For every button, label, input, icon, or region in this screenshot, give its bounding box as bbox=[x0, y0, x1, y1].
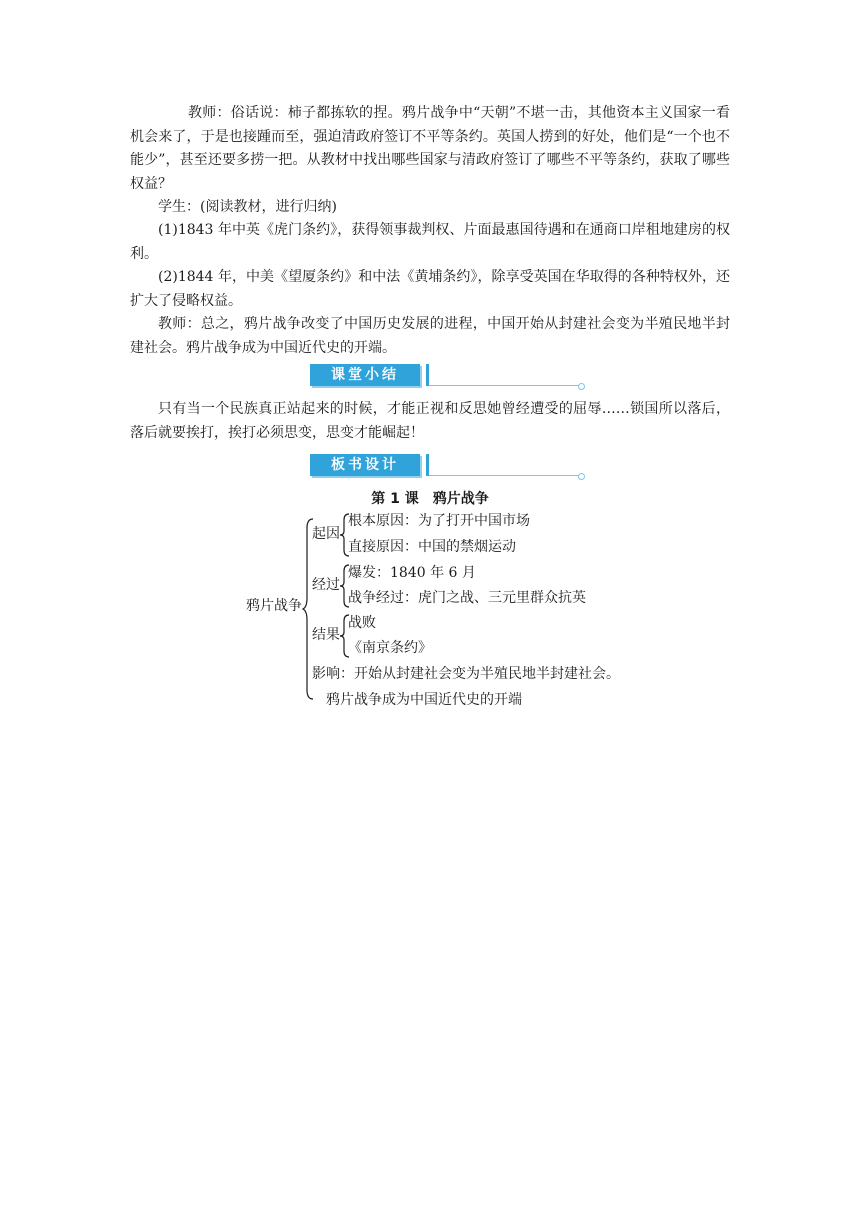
section-banner-board bbox=[310, 454, 580, 478]
diagram-impact-line-2: 鸦片战争成为中国近代史的开端 bbox=[326, 692, 522, 708]
paragraph-point-1: (1)1843 年中英《虎门条约》，获得领事裁判权、片面最惠国待遇和在通商口岸租地建房的权利。 bbox=[130, 222, 730, 262]
diagram-result-item-1: 战败 bbox=[348, 615, 376, 631]
banner-dot-icon bbox=[578, 383, 585, 390]
diagram-cause-item-2: 直接原因：中国的禁烟运动 bbox=[348, 539, 516, 555]
diagram-root: 鸦片战争 bbox=[246, 598, 302, 614]
diagram-result-item-2: 《南京条约》 bbox=[348, 640, 432, 656]
banner-underline bbox=[429, 475, 580, 476]
section-heading-summary: 课堂小结 bbox=[310, 364, 420, 386]
section-banner-summary bbox=[310, 364, 580, 388]
diagram-result-label: 结果 bbox=[312, 627, 340, 643]
paragraph-class-summary: 只有当一个民族真正站起来的时候，才能正视和反思她曾经遭受的屈辱……锁国所以落后，落后就要挨打，挨打必须思变，思变才能崛起！ bbox=[130, 401, 730, 441]
paragraph-point-2: (2)1844 年，中美《望厦条约》和中法《黄埔条约》，除享受英国在华取得的各种特权外，还扩大了侵略权益。 bbox=[130, 269, 730, 309]
banner-bar bbox=[426, 454, 429, 476]
diagram-impact-line-1: 影响：开始从封建社会变为半殖民地半封建社会。 bbox=[312, 666, 620, 682]
paragraph-student: 学生：(阅读教材，进行归纳) bbox=[158, 199, 337, 215]
diagram-cause-label: 起因 bbox=[312, 526, 340, 542]
diagram-process-label: 经过 bbox=[312, 577, 340, 593]
banner-underline bbox=[429, 385, 580, 386]
banner-dot-icon bbox=[578, 473, 585, 480]
diagram-process-item-2: 战争经过：虎门之战、三元里群众抗英 bbox=[348, 590, 586, 606]
diagram-cause-item-1: 根本原因：为了打开中国市场 bbox=[348, 513, 530, 529]
section-heading-board: 板书设计 bbox=[310, 454, 420, 476]
paragraph-teacher-question: 教师：俗话说：柿子都拣软的捏。鸦片战争中“天朝”不堪一击，其他资本主义国家一看机会来了，于是也接踵而至，强迫清政府签订不平等条约。英国人捞到的好处，他们是“一个也不能少”，甚至还要多捞一把。从教材中找出哪些国家与清政府签订了哪些不平等条约，获取了哪些权益？ bbox=[130, 105, 730, 192]
diagram-process-item-1: 爆发：1840 年 6 月 bbox=[348, 565, 476, 581]
diagram-title: 第 1 课 鸦片战争 bbox=[371, 491, 489, 507]
paragraph-teacher-summary: 教师：总之，鸦片战争改变了中国历史发展的进程，中国开始从封建社会变为半殖民地半封建社会。鸦片战争成为中国近代史的开端。 bbox=[130, 316, 730, 356]
banner-bar bbox=[426, 364, 429, 386]
